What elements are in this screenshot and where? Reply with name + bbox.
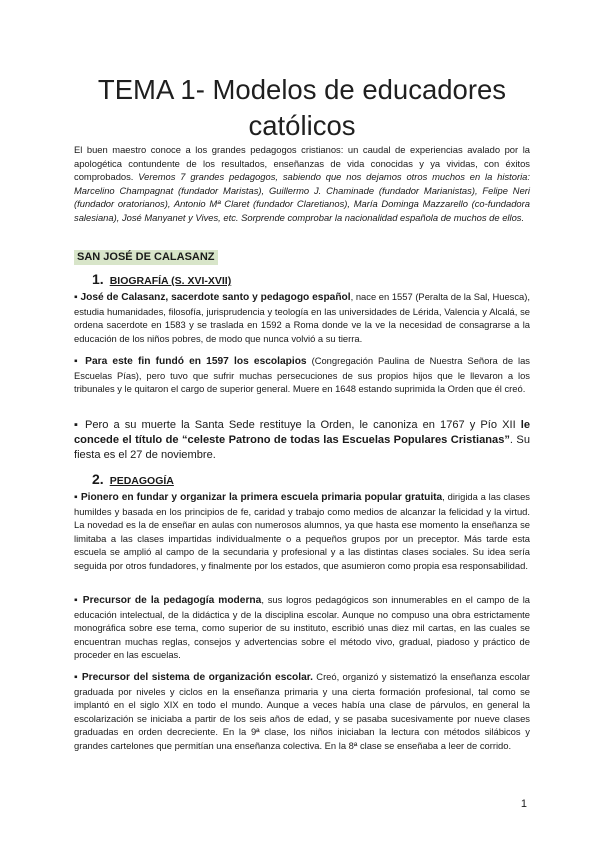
page-number: 1 — [520, 798, 527, 810]
subheading-number: 1. — [92, 271, 104, 287]
title-line-1: TEMA 1- Modelos de educadores — [97, 74, 507, 105]
paragraph-body: , dirigida a las clases humildes y basada en los principios de fe, caridad y trabajo como medios de alcanzar la felicidad y la virtud. La novedad es la de enseñar en aulas con numerosos alumnos, ya que hasta ese momento la enseñanza se limitaba a las clases impartidas individualmente o a pequeños grupos por un preceptor. Más tarde esta escuela se amplió al campo de la secundaria y profesional y a las distintas clases sociales. Su idea sería seguida por otros fundadores, y finalmente por los estados, que asumieron como propia esa responsabilidad. — [74, 491, 530, 571]
pedagogia-paragraph-3 — [74, 670, 530, 753]
subheading-label: BIOGRAFÍA (S. XVI-XVII) — [109, 275, 232, 287]
paragraph-body: , sus logros pedagógicos son innumerables en el campo de la educación intelectual, de la didáctica y de la disciplina escolar. Aunque no compuso una obra estrictamente monográfica sobre ese tema, como superior de su instituto, escribió unas diez mil cartas, en las cuales se encuentran muchas reglas, consejos y advertencias sobre el método vivo, gradual, piadoso y práctico de proceder en las escuelas. — [74, 594, 530, 661]
subheading-biografia — [92, 271, 231, 289]
paragraph-bold-lead: ▪ Para este fin fundó en 1597 los escolapios — [74, 356, 307, 367]
paragraph-body: (Congregación Paulina de Nuestra Señora de las Escuelas Pías), pero tuvo que sufrir muchas persecuciones de sus propios hijos que le llevaron a los tribunales y le quitaron el cargo de superior general. Muere en 1648 estando suprimida la Orden que él creó. — [74, 355, 530, 395]
section-heading: SAN JOSÉ DE CALASANZ — [74, 250, 218, 265]
paragraph-body: , nace en 1557 (Peralta de la Sal, Huesca), estudia humanidades, filosofía, jurisprudencia y teología en las universidades de Lérida, Valencia y Alcalá, se ordena sacerdote en 1583 y se traslada en 1592 a Roma donde ve la ve la necesidad de consagrarse a la educación de los niños pobres, de modo que nunca volvió a su tierra. — [74, 291, 531, 344]
paragraph-bold-lead: ▪ José de Calasanz, sacerdote santo y pedagogo español — [74, 292, 351, 303]
paragraph-body-start: ▪ Pero a su muerte la Santa Sede restituye la Orden, le canoniza en 1767 y Pío XII — [74, 419, 521, 431]
paragraph-bold-lead: ▪ Pionero en fundar y organizar la primera escuela primaria popular gratuita — [74, 492, 443, 503]
document-title — [74, 72, 530, 144]
biografia-paragraph-3 — [74, 418, 530, 463]
paragraph-bold-lead: ▪ Precursor de la pedagogía moderna — [74, 595, 262, 606]
paragraph-body-end: . Su fiesta es el 27 de noviembre. — [74, 434, 530, 461]
subheading-label: PEDAGOGÍA — [109, 475, 174, 487]
title-line-2: católicos — [248, 110, 356, 141]
intro-italic-text: Veremos 7 grandes pedagogos, sabiendo que nos dejamos otros muchos en la historia: Marcelino Champagnat (fundador Maristas), Guillermo J. Chaminade (fundador Marianistas), Felipe Neri (fundador oratorianos), Antonio Mª Claret (fundador Claretianos), María Dominga Mazzarello (co-fundadora salesiana), José Manyanet y Vives, etc. Sorprende comprobar la nacionalidad española de muchos de ellos. — [74, 171, 531, 223]
pedagogia-paragraph-1 — [74, 490, 530, 573]
intro-regular-text: El buen maestro conoce a los grandes pedagogos cristianos: un caudal de experiencias avalado por la apologética contundente de los resultados, enseñanzas de vida conocidas y ya vividas, con éxitos comprobados. — [74, 144, 530, 183]
subheading-pedagogia — [92, 471, 174, 489]
biografia-paragraph-2 — [74, 354, 530, 396]
biografia-paragraph-1 — [74, 290, 530, 345]
intro-paragraph — [74, 143, 530, 225]
paragraph-body: Creó, organizó y sistematizó la enseñanza escolar graduada por niveles y ciclos en la enseñanza primaria y una cierta formación profesional, tal como se implantó en el siglo XIX en todo el mundo. Aunque a veces había una clase de párvulos, en general la escolarización se iniciaba a partir de los seis años de edad, y se pasaba sucesivamente por nueve clases graduadas en orden decreciente. En la 9ª clase, los niños iniciaban la lectura con métodos silábicos y grandes cartelones que permitían una enseñanza colectiva. En la 8ª clase se enseñaba a leer de corrido. — [74, 671, 530, 751]
subheading-number: 2. — [92, 471, 104, 487]
paragraph-bold-lead: ▪ Precursor del sistema de organización escolar. — [74, 672, 313, 683]
paragraph-bold-title: le concede el título de “celeste Patrono de todas las Escuelas Populares Cristianas” — [74, 419, 530, 446]
pedagogia-paragraph-2 — [74, 593, 530, 662]
